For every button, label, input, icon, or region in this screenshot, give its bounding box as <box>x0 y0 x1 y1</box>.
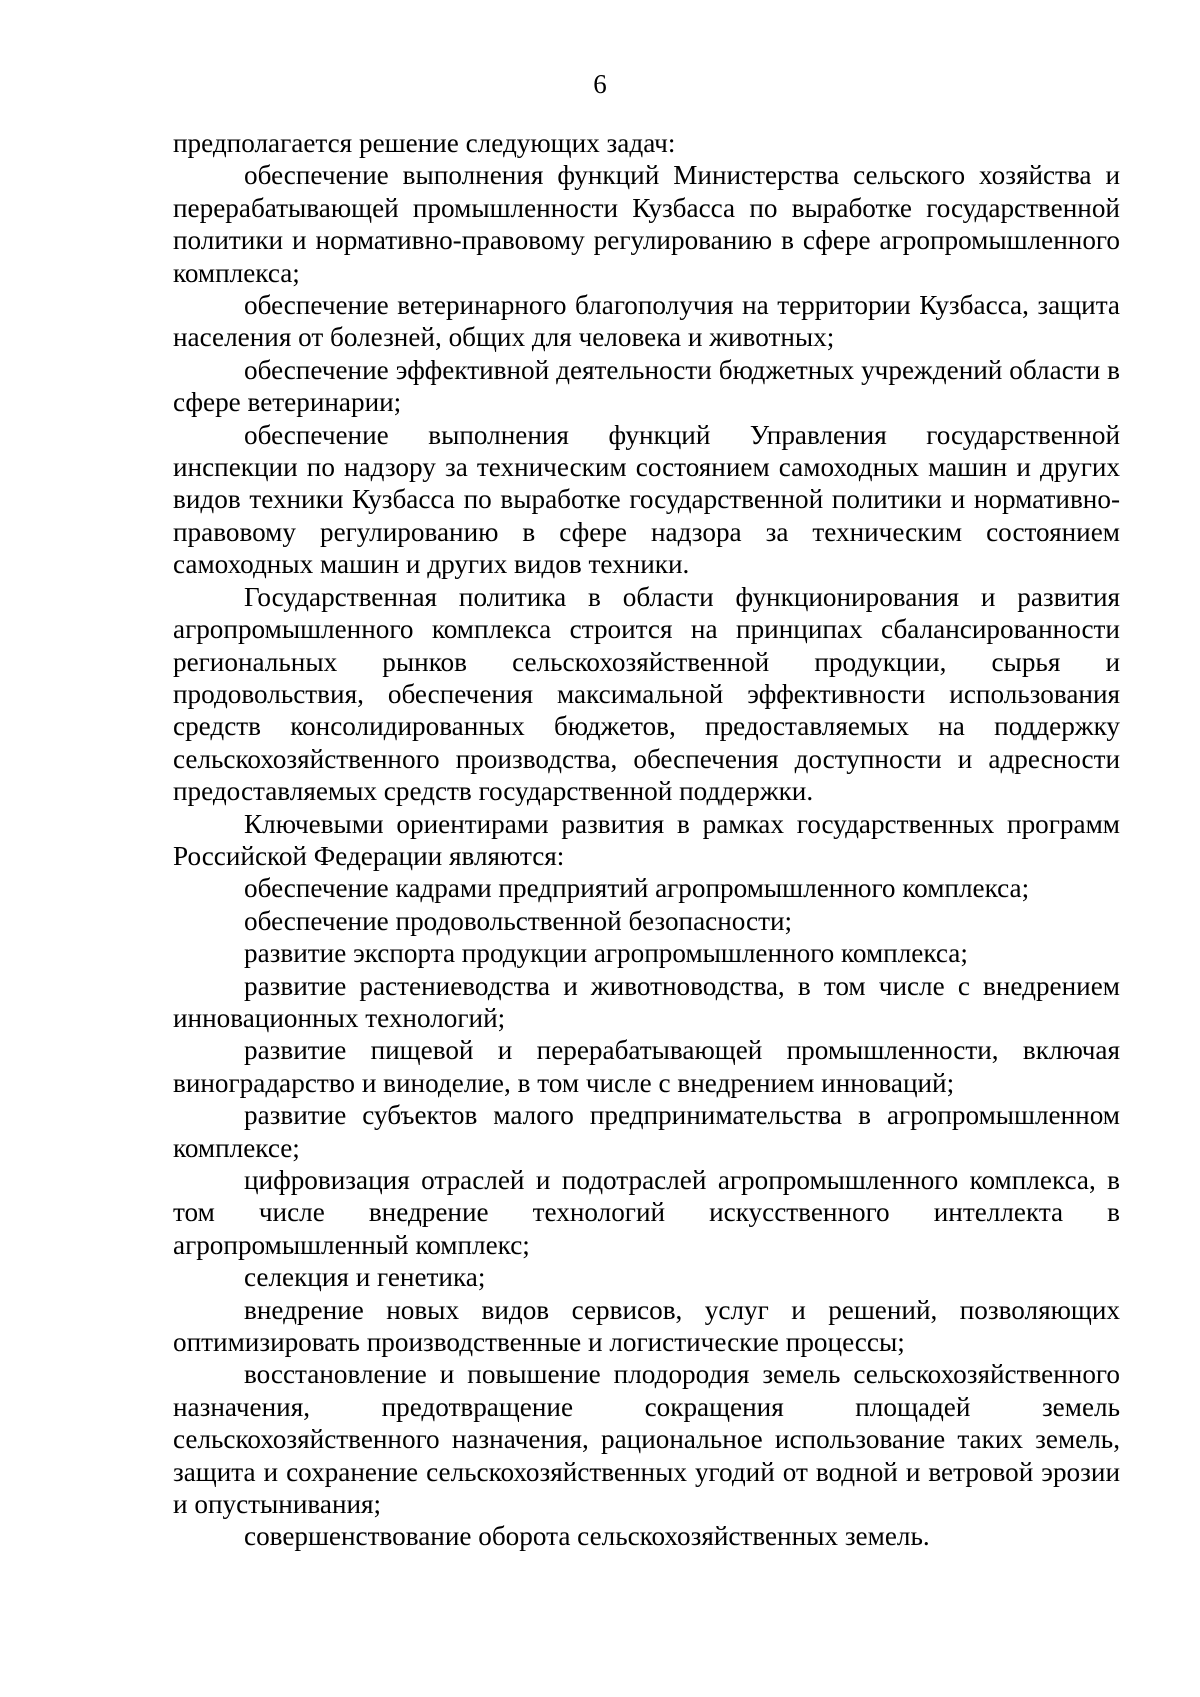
guideline-export: развитие экспорта продукции агропромышленного комплекса; <box>244 938 968 969</box>
task-ministry-functions: обеспечение выполнения функций Министерства сельского хозяйства и перерабатывающей промышленности Кузбасса по выработке государственной политики и нормативно-правовому регулированию в сфере агропромышленного комплекса; <box>173 160 1120 288</box>
guideline-selection-genetics: селекция и генетика; <box>244 1262 486 1293</box>
paragraph-key-guidelines: Ключевыми ориентирами развития в рамках государственных программ Российской Федерации являются: <box>173 808 1120 871</box>
guideline-crop-livestock: развитие растениеводства и животноводства, в том числе с внедрением инновационных технологий; <box>173 970 1120 1033</box>
page-number: 6 <box>593 69 607 99</box>
task-veterinary-welfare: обеспечение ветеринарного благополучия на территории Кузбасса, защита населения от болезней, общих для человека и животных; <box>173 290 1120 353</box>
guideline-food-security: обеспечение продовольственной безопасности; <box>244 905 793 936</box>
guideline-soil-fertility: восстановление и повышение плодородия земель сельскохозяйственного назначения, предотвращение сокращения площадей земель сельскохозяйственного назначения, рациональное использование таких земель, защита и сохранение сельскохозяйственных угодий от водной и ветровой эрозии и опустынивания; <box>173 1359 1120 1520</box>
document-body <box>173 127 1120 1553</box>
guideline-staffing: обеспечение кадрами предприятий агропромышленного комплекса; <box>244 873 1030 904</box>
paragraph-state-policy: Государственная политика в области функционирования и развития агропромышленного комплекса строится на принципах сбалансированности региональных рынков сельскохозяйственной продукции, сырья и продовольствия, обеспечения максимальной эффективности использования средств консолидированных бюджетов, предоставляемых на поддержку сельскохозяйственного производства, обеспечения доступности и адресности предоставляемых средств государственной поддержки. <box>173 581 1120 807</box>
task-inspection-functions: обеспечение выполнения функций Управления государственной инспекции по надзору за техническим состоянием самоходных машин и других видов техники Кузбасса по выработке государственной политики и нормативно-правовому регулированию в сфере надзора за техническим состоянием самоходных машин и других видов техники. <box>173 419 1120 580</box>
guideline-digitalization: цифровизация отраслей и подотраслей агропромышленного комплекса, в том числе внедрение технологий искусственного интеллекта в агропромышленный комплекс; <box>173 1165 1120 1260</box>
task-budget-institutions: обеспечение эффективной деятельности бюджетных учреждений области в сфере ветеринарии; <box>173 354 1120 418</box>
guideline-land-turnover: совершенствование оборота сельскохозяйственных земель. <box>244 1521 930 1552</box>
guideline-food-industry: развитие пищевой и перерабатывающей промышленности, включая виноградарство и виноделие, в том числе с внедрением инноваций; <box>173 1035 1120 1098</box>
guideline-new-services: внедрение новых видов сервисов, услуг и решений, позволяющих оптимизировать производственные и логистические процессы; <box>173 1294 1120 1358</box>
guideline-small-business: развитие субъектов малого предпринимательства в агропромышленном комплексе; <box>173 1100 1120 1163</box>
paragraph-intro: предполагается решение следующих задач: <box>173 128 676 158</box>
